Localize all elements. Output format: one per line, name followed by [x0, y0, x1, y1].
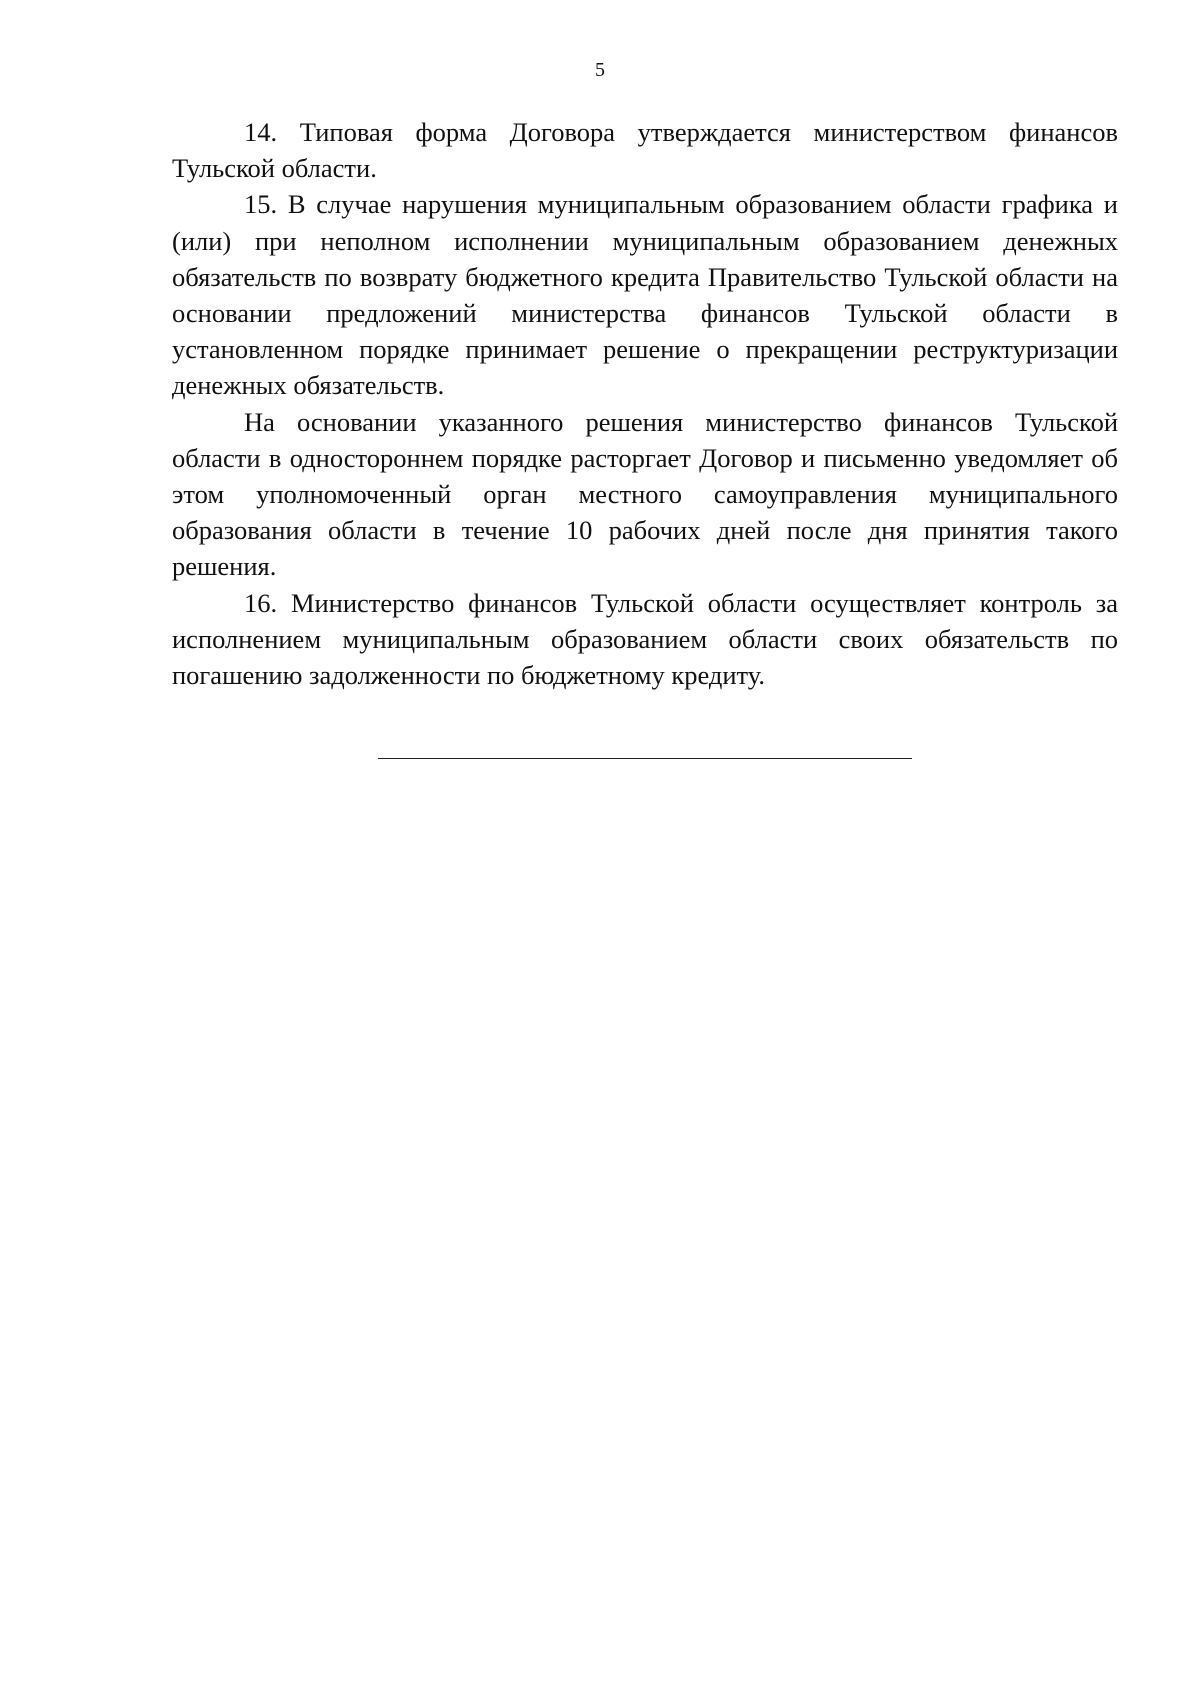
end-divider	[378, 758, 912, 759]
document-body	[172, 114, 1118, 693]
paragraph-16: 16. Министерство финансов Тульской области осуществляет контроль за исполнением муниципальным образованием области своих обязательств по погашению задолженности по бюджетному кредиту.	[172, 587, 1118, 691]
paragraph-15: 15. В случае нарушения муниципальным образованием области графика и (или) при неполном исполнении муниципальным образованием денежных обязательств по возврату бюджетного кредита Правительство Тульской области на основании предложений министерства финансов Тульской области в установленном порядке принимает решение о прекращении реструктуризации денежных обязательств.	[172, 189, 1118, 401]
paragraph-14: 14. Типовая форма Договора утверждается министерством финансов Тульской области.	[172, 117, 1118, 184]
paragraph-15-continuation: На основании указанного решения министерство финансов Тульской области в одностороннем порядке расторгает Договор и письменно уведомляет об этом уполномоченный орган местного самоуправления муниципального образования области в течение 10 рабочих дней после дня принятия такого решения.	[172, 406, 1118, 582]
page-number: 5	[595, 59, 605, 81]
